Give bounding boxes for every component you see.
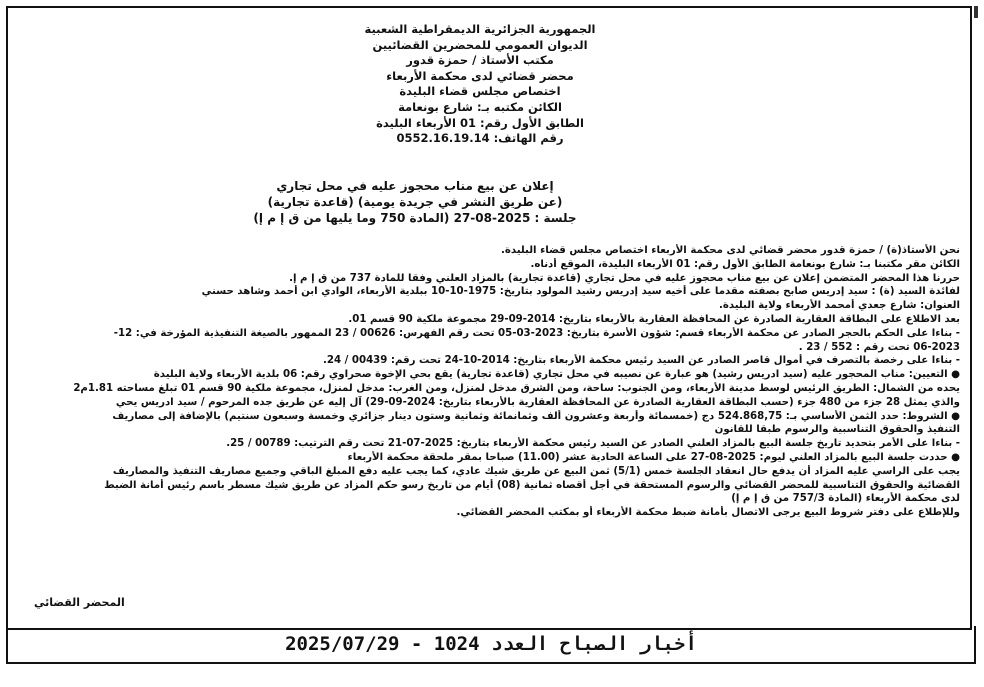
header-line: محضر قضائي لدى محكمة الأربعاء bbox=[386, 68, 574, 83]
body-paragraph: الكائن مقر مكتبنا بـ: شارع بونعامة الطابق الأول رقم: 01 الأربعاء البليدة، الموقع أدناه. bbox=[530, 258, 960, 270]
body-paragraph: ● الشروط: حدد الثمن الأساسي بـ: 524.868,75 دج (خمسمائة وأربعة وعشرون ألف وثمانمائة وثمانية وستون دينار جزائري وخمسة وسبعون سنتيم) بالإضافة إلى مصاريف bbox=[112, 410, 960, 422]
newspaper-footer bbox=[6, 626, 976, 664]
body-paragraph: والذي يمثل 28 جزء من 480 جزء (حسب البطاقة العقارية الصادرة عن المحافظة العقارية بالأربعاء بتاريخ: 2024-09-29) آل إليه عن طريق جده المرحوم / سيد ادريس يحي bbox=[115, 396, 960, 408]
header-line: الكائن مكتبه بـ: شارع بونعامة bbox=[398, 99, 562, 114]
announcement-line: (المادة 750 وما يليها من ق إ م إ) جلسة : 2025-08-27 bbox=[253, 211, 577, 225]
header-line: اختصاص مجلس قضاء البليدة bbox=[399, 84, 561, 99]
scan-edge-mark bbox=[974, 6, 978, 18]
body-paragraph: لفائدة السيد (ة) : سيد إدريس صابح بصفته مقدما على أخيه سيد إدريس رشيد المولود بتاريخ: 1975-10-10 ببلدية الأربعاء، الوادي ابن أحمد وشاهد حسني bbox=[201, 286, 960, 298]
header-line: الجمهورية الجزائرية الديمقراطية الشعبية bbox=[364, 22, 596, 36]
body-paragraph: وللإطلاع على دفتر شروط البيع يرجى الاتصال بأمانة ضبط محكمة الأربعاء أو بمكتب المحضر القضائي. bbox=[456, 507, 960, 519]
body-paragraph: لدى محكمة الأربعاء (المادة 757/3 من ق إ م إ) bbox=[731, 493, 960, 505]
body-paragraph: العنوان: شارع جعدي أمحمد الأربعاء ولاية البليدة. bbox=[718, 300, 960, 312]
body-paragraph: يحده من الشمال: الطريق الرئيس لوسط مدينة الأربعاء، ومن الجنوب: ساحة، ومن الشرق مدخل لمنزل، ومن الغرب: مدخل لمنزل، مجموعة ملكية 90 قسم 01 تبلغ مساحته 1.81م2 bbox=[73, 382, 960, 394]
body-paragraph: بعد الاطلاع على البطاقة العقارية الصادرة عن المحافظة العقارية بالأربعاء بتاريخ: 2014-09-29 مجموعة ملكية 90 قسم 01. bbox=[348, 313, 960, 325]
body-paragraph: التنفيذ والحقوق التناسبية والرسوم طبقا للقانون bbox=[714, 424, 960, 436]
body-paragraph: ● حددت جلسة البيع بالمزاد العلني ليوم: 2025-08-27 على الساعة الحادية عشر (11.00) صباحا بمقر ملحقة محكمة الأربعاء bbox=[347, 451, 960, 463]
header-line: الطابق الأول رقم: 01 الأربعاء البليدة bbox=[376, 115, 584, 130]
header-line: مكتب الأستاذ / حمزة قدور bbox=[406, 53, 554, 68]
header-line: الديوان العمومي للمحضرين القضائيين bbox=[372, 37, 588, 52]
notice-body bbox=[20, 244, 960, 520]
issuer-header bbox=[340, 22, 620, 147]
body-paragraph: - بناءا على رخصة بالتصرف في أموال قاصر الصادر عن السيد رئيس محكمة الأربعاء بتاريخ: 2014-10-24 تحت رقم: 00439 / 24. bbox=[323, 355, 960, 367]
body-paragraph: - بناءا على الأمر بتحديد تاريخ جلسة البيع بالمزاد العلني الصادر عن السيد رئيس محكمة الأربعاء بتاريخ: 2025-07-21 تحت رقم الترتيب: 00789 / 25. bbox=[226, 438, 960, 450]
body-paragraph: القضائية والحقوق التناسبية للمحضر القضائي والرسوم المستحقة في أجل أقصاه ثمانية (08) أيام من تاريخ رسو حكم المزاد عن طريق شيك مسطر باسم رئيس أمانة الضبط bbox=[104, 479, 960, 491]
issue-line: أخبار الصباح العدد 1024 - 2025/07/29 bbox=[285, 633, 697, 655]
body-paragraph: نحن الأستاذ(ة) / حمزة قدور محضر قضائي لدى محكمة الأربعاء اختصاص مجلس قضاء البليدة. bbox=[500, 245, 960, 256]
announcement-line: (قاعدة تجارية) (عن طريق النشر في جريدة يومية) bbox=[267, 195, 563, 209]
bailiff-signature: المحضر القضائي bbox=[34, 596, 125, 609]
announcement-line: إعلان عن بيع مناب محجوز عليه في محل تجاري bbox=[276, 179, 554, 193]
announcement-title bbox=[250, 178, 580, 226]
body-paragraph: يجب على الراسي عليه المزاد أن يدفع حال انعقاد الجلسة خمس (5/1) ثمن البيع عن طريق شيك عادي، كما يجب عليه دفع المبلغ الباقي وجميع مصاريف التنفيذ والمصاريف bbox=[112, 465, 960, 477]
body-paragraph: 06-2023 تحت رقم : 552 / 23 . bbox=[798, 341, 960, 353]
body-paragraph: حررنا هذا المحضر المتضمن إعلان عن بيع مناب محجوز عليه في محل تجاري (قاعدة تجارية) بالمزاد العلني وفقا للمادة 737 من ق إ م إ. bbox=[289, 272, 960, 284]
body-paragraph: - بناءا على الحكم بالحجر الصادر عن محكمة الأربعاء قسم: شؤون الأسرة بتاريخ: 2023-03-05 تحت رقم الفهرس: 00626 / 23 الممهور بالصيغة التنفيذية المؤرخة في: 12- bbox=[113, 327, 960, 339]
body-paragraph: ● التعيين: مناب المحجور عليه (سيد ادريس رشيد) هو عبارة عن نصيبه في محل تجاري (قاعدة تجارية) يقع بحي الإخوة صحراوي رقم: 06 بلدية الأربعاء ولاية البليدة bbox=[153, 369, 960, 381]
header-line: رقم الهاتف: 0552.16.19.14 bbox=[396, 131, 564, 146]
